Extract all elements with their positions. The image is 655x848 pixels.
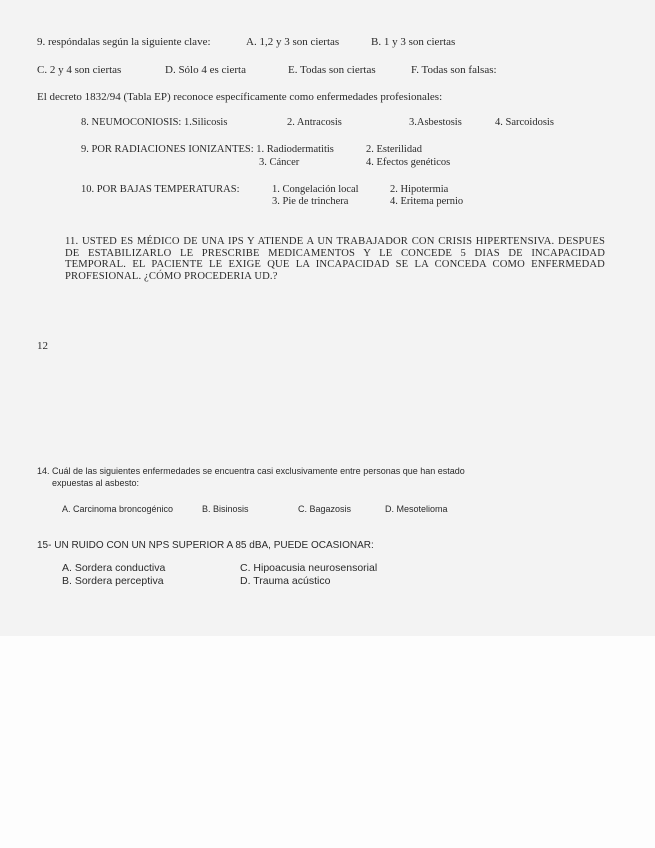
q9-key-d: D. Sólo 4 es cierta: [165, 64, 246, 76]
item8-option-2: 2. Antracosis: [287, 117, 342, 128]
q11-question: 11. USTED ES MÉDICO DE UNA IPS Y ATIENDE A UN TRABAJADOR CON CRISIS HIPERTENSIVA. DESPUES DE ESTABILIZARLO LE PRESCRIBE MEDICAMENTOS Y LE CONCEDE 5 DIAS DE INCAPACIDAD TEMPORAL. EL PACIENTE LE EXIGE QUE LA INCAPACIDAD SE LA CONCEDA COMO ENFERMEDAD PROFESIONAL. ¿CÓMO PROCEDERIA UD.?: [65, 236, 605, 282]
item8-option-3: 3.Asbestosis: [409, 117, 462, 128]
item10-option-4: 4. Eritema pernio: [390, 196, 464, 207]
q14-question-cont: expuestas al asbesto:: [52, 478, 140, 488]
item9-label: 9. POR RADIACIONES IONIZANTES: 1. Radiodermatitis: [81, 144, 334, 155]
q9-key-a: A. 1,2 y 3 son ciertas: [246, 36, 340, 48]
item9-option-4: 4. Efectos genéticos: [366, 157, 451, 168]
q9-key-e: E. Todas son ciertas: [288, 64, 376, 76]
q15-option-c: C. Hipoacusia neurosensorial: [240, 562, 378, 574]
q14-option-d: D. Mesotelioma: [385, 504, 448, 514]
q9-intro: 9. respóndalas según la siguiente clave:: [37, 36, 211, 48]
q9-key-f: F. Todas son falsas:: [411, 64, 497, 76]
item8-option-4: 4. Sarcoidosis: [495, 117, 554, 128]
q14-option-a: A. Carcinoma broncogénico: [62, 504, 174, 514]
item9-option-3: 3. Cáncer: [259, 157, 300, 168]
item10-option-2: 2. Hipotermia: [390, 184, 449, 195]
q15-question: 15- UN RUIDO CON UN NPS SUPERIOR A 85 dBA, PUEDE OCASIONAR:: [37, 540, 374, 551]
q9-key-b: B. 1 y 3 son ciertas: [371, 36, 456, 48]
item9-option-2: 2. Esterilidad: [366, 144, 422, 155]
decree-statement: El decreto 1832/94 (Tabla EP) reconoce específicamente como enfermedades profesionales:: [37, 91, 443, 103]
item10-label: 10. POR BAJAS TEMPERATURAS:: [81, 184, 240, 195]
q15-option-b: B. Sordera perceptiva: [62, 575, 164, 587]
item10-option-3: 3. Pie de trinchera: [272, 196, 349, 207]
item10-option-1: 1. Congelación local: [272, 184, 359, 195]
q9-key-c: C. 2 y 4 son ciertas: [37, 64, 122, 76]
q14-option-c: C. Bagazosis: [298, 504, 352, 514]
q14-option-b: B. Bisinosis: [202, 504, 249, 514]
q12-number: 12: [37, 340, 48, 352]
q15-option-a: A. Sordera conductiva: [62, 562, 166, 574]
item8-label: 8. NEUMOCONIOSIS: 1.Silicosis: [81, 117, 228, 128]
q14-question: 14. Cuál de las siguientes enfermedades se encuentra casi exclusivamente entre personas que han estado: [37, 466, 465, 476]
q15-option-d: D. Trauma acústico: [240, 575, 331, 587]
